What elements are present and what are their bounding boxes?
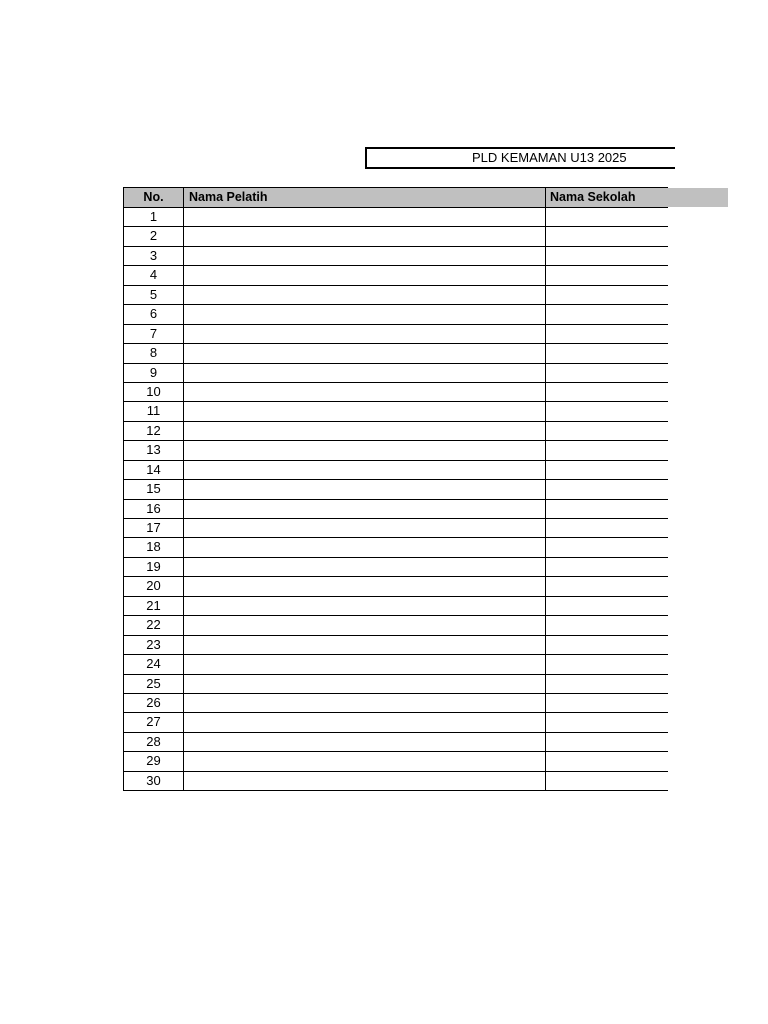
cell-nama-sekolah[interactable] [546,305,668,323]
table-row [123,286,668,305]
sheet-title-text: PLD KEMAMAN U13 2025 [472,150,627,165]
cell-no: 14 [123,461,184,479]
cell-nama-sekolah[interactable] [546,247,668,265]
cell-nama-sekolah[interactable] [546,675,668,693]
cell-no: 22 [123,616,184,634]
cell-nama-pelatih[interactable] [184,655,546,673]
cell-no: 13 [123,441,184,459]
table-row [123,383,668,402]
cell-nama-sekolah[interactable] [546,402,668,420]
cell-no: 16 [123,500,184,518]
table-row [123,461,668,480]
cell-nama-sekolah[interactable] [546,577,668,595]
cell-no: 19 [123,558,184,576]
cell-nama-pelatih[interactable] [184,500,546,518]
cell-nama-sekolah[interactable] [546,558,668,576]
cell-nama-pelatih[interactable] [184,694,546,712]
cell-nama-sekolah[interactable] [546,383,668,401]
table-row [123,577,668,596]
cell-nama-sekolah[interactable] [546,266,668,284]
cell-nama-pelatih[interactable] [184,519,546,537]
header-no: No. [123,188,184,207]
cell-no: 8 [123,344,184,362]
table-row [123,500,668,519]
cell-nama-sekolah[interactable] [546,733,668,751]
header-fill-extension [668,188,728,207]
cell-nama-sekolah[interactable] [546,500,668,518]
cell-nama-sekolah[interactable] [546,422,668,440]
cell-nama-pelatih[interactable] [184,616,546,634]
cell-no: 12 [123,422,184,440]
cell-nama-sekolah[interactable] [546,636,668,654]
cell-nama-sekolah[interactable] [546,344,668,362]
cell-nama-pelatih[interactable] [184,402,546,420]
table-body [123,208,668,791]
cell-nama-pelatih[interactable] [184,266,546,284]
table-row [123,227,668,246]
table-header-row [123,187,668,208]
cell-nama-pelatih[interactable] [184,772,546,790]
cell-nama-pelatih[interactable] [184,383,546,401]
header-nama-pelatih: Nama Pelatih [184,188,546,207]
cell-nama-sekolah[interactable] [546,480,668,498]
cell-nama-pelatih[interactable] [184,461,546,479]
table-row [123,713,668,732]
table-row [123,480,668,499]
cell-no: 30 [123,772,184,790]
cell-no: 5 [123,286,184,304]
roster-table [123,187,668,791]
table-row [123,558,668,577]
table-row [123,655,668,674]
cell-no: 3 [123,247,184,265]
cell-nama-sekolah[interactable] [546,655,668,673]
sheet-title [365,147,675,169]
cell-nama-sekolah[interactable] [546,772,668,790]
cell-no: 4 [123,266,184,284]
table-row [123,266,668,285]
table-row [123,344,668,363]
cell-nama-pelatih[interactable] [184,325,546,343]
table-row [123,325,668,344]
cell-nama-sekolah[interactable] [546,325,668,343]
cell-nama-pelatih[interactable] [184,713,546,731]
table-row [123,247,668,266]
cell-nama-pelatih[interactable] [184,733,546,751]
table-row [123,597,668,616]
cell-nama-pelatih[interactable] [184,597,546,615]
table-row [123,422,668,441]
cell-nama-pelatih[interactable] [184,208,546,226]
table-row [123,519,668,538]
cell-nama-pelatih[interactable] [184,422,546,440]
cell-nama-sekolah[interactable] [546,286,668,304]
cell-no: 2 [123,227,184,245]
cell-nama-sekolah[interactable] [546,364,668,382]
cell-no: 15 [123,480,184,498]
cell-no: 11 [123,402,184,420]
cell-nama-pelatih[interactable] [184,305,546,323]
cell-nama-sekolah[interactable] [546,713,668,731]
cell-no: 24 [123,655,184,673]
cell-nama-pelatih[interactable] [184,227,546,245]
cell-no: 23 [123,636,184,654]
cell-no: 9 [123,364,184,382]
cell-no: 29 [123,752,184,770]
cell-nama-pelatih[interactable] [184,675,546,693]
cell-nama-sekolah[interactable] [546,208,668,226]
cell-nama-sekolah[interactable] [546,752,668,770]
cell-nama-pelatih[interactable] [184,577,546,595]
table-row [123,364,668,383]
table-row [123,538,668,557]
table-row [123,305,668,324]
cell-nama-sekolah[interactable] [546,519,668,537]
cell-no: 6 [123,305,184,323]
cell-no: 20 [123,577,184,595]
cell-no: 7 [123,325,184,343]
cell-nama-sekolah[interactable] [546,441,668,459]
cell-no: 27 [123,713,184,731]
table-row [123,752,668,771]
table-row [123,733,668,752]
cell-nama-pelatih[interactable] [184,636,546,654]
cell-no: 10 [123,383,184,401]
cell-nama-sekolah[interactable] [546,538,668,556]
cell-nama-pelatih[interactable] [184,538,546,556]
cell-nama-pelatih[interactable] [184,480,546,498]
cell-nama-sekolah[interactable] [546,597,668,615]
cell-nama-sekolah[interactable] [546,227,668,245]
table-row [123,675,668,694]
table-row [123,694,668,713]
table-row [123,616,668,635]
table-row [123,208,668,227]
cell-nama-pelatih[interactable] [184,752,546,770]
cell-nama-sekolah[interactable] [546,461,668,479]
table-row [123,772,668,791]
table-row [123,636,668,655]
cell-no: 25 [123,675,184,693]
table-row [123,402,668,421]
cell-nama-pelatih[interactable] [184,344,546,362]
cell-nama-sekolah[interactable] [546,616,668,634]
cell-nama-pelatih[interactable] [184,364,546,382]
cell-nama-pelatih[interactable] [184,286,546,304]
cell-nama-pelatih[interactable] [184,558,546,576]
cell-no: 17 [123,519,184,537]
cell-no: 21 [123,597,184,615]
table-row [123,441,668,460]
cell-nama-pelatih[interactable] [184,441,546,459]
cell-no: 1 [123,208,184,226]
cell-no: 26 [123,694,184,712]
header-nama-sekolah: Nama Sekolah [550,190,636,204]
cell-nama-pelatih[interactable] [184,247,546,265]
cell-nama-sekolah[interactable] [546,694,668,712]
cell-no: 18 [123,538,184,556]
cell-no: 28 [123,733,184,751]
